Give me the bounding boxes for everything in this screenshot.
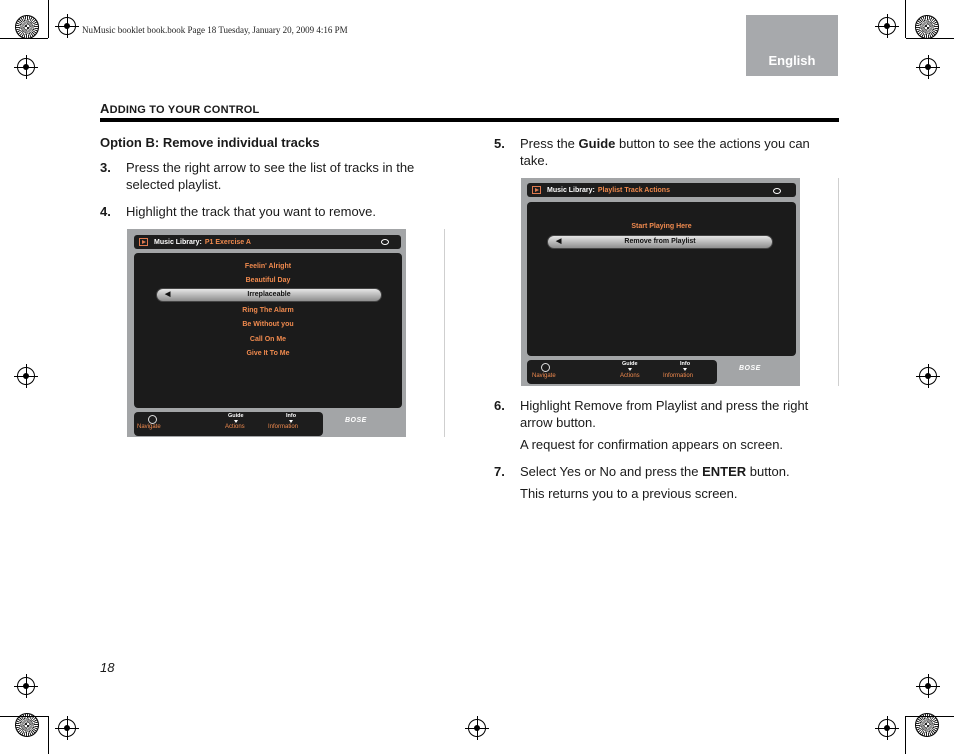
registration-mark-top-right (878, 17, 896, 35)
step-text-line: selected playlist. (126, 177, 222, 192)
actions-label: Actions (225, 424, 245, 430)
figure-divider (838, 178, 839, 386)
registration-mark-bottom-left (58, 719, 76, 737)
section-rule (100, 118, 839, 122)
registration-mark-bottom-right (878, 719, 896, 737)
track-item[interactable]: Give It To Me (246, 350, 290, 357)
track-item[interactable]: Be Without you (242, 321, 294, 328)
print-header: NuMusic booklet book.book Page 18 Tuesday, January 20, 2009 4:16 PM (82, 25, 348, 35)
step-number: 4. (100, 204, 111, 219)
screen-title-playlist: P1 Exercise A (204, 238, 251, 246)
play-icon (139, 238, 148, 246)
loop-icon (773, 188, 781, 194)
crop-line (48, 0, 49, 38)
bose-logo: BOSE (345, 417, 367, 424)
action-item[interactable]: Start Playing Here (631, 223, 692, 230)
actions-panel (527, 202, 796, 356)
action-item-selected[interactable] (547, 235, 773, 249)
screen-title-actions: Playlist Track Actions (597, 186, 670, 194)
print-registration-star-top-right (915, 15, 939, 39)
info-label: Info (286, 413, 297, 419)
loop-icon (381, 239, 389, 245)
information-label: Information (663, 373, 694, 379)
language-tab-label: English (768, 53, 816, 68)
step-text-part: Select Yes or No and press the (520, 464, 703, 479)
step-text-line: Highlight Remove from Playlist and press the right (520, 398, 809, 413)
crop-line (905, 0, 906, 38)
guide-label: Guide (622, 361, 638, 367)
step-4 (100, 203, 460, 220)
figure-divider (444, 229, 445, 437)
screen-title-bar (527, 183, 796, 197)
step-number: 7. (494, 464, 505, 479)
step-3 (100, 159, 460, 193)
registration-mark-right-middle (919, 367, 937, 385)
track-list-panel (134, 253, 402, 408)
step-5 (494, 135, 839, 169)
left-arrow-icon: ◀ (556, 238, 562, 245)
registration-mark-left-top (17, 58, 35, 76)
screen-title-prefix: Music Library: (154, 238, 202, 246)
music-library-screen (127, 229, 406, 437)
step-6 (494, 397, 839, 431)
track-item[interactable]: Call On Me (249, 336, 287, 343)
navigate-icon (148, 415, 157, 424)
crop-line (906, 716, 954, 717)
guide-arrow-icon (234, 420, 238, 423)
step-text-part: button. (746, 464, 790, 479)
info-arrow-icon (683, 368, 687, 371)
playlist-track-actions-screen (521, 178, 800, 386)
registration-mark-bottom-center (468, 719, 486, 737)
step-number: 6. (494, 398, 505, 413)
bose-logo: BOSE (739, 365, 761, 372)
crop-line (906, 38, 954, 39)
step-text (126, 159, 456, 193)
registration-mark-top-left (58, 17, 76, 35)
actions-label: Actions (620, 373, 640, 379)
guide-arrow-icon (628, 368, 632, 371)
section-title-initial: A (100, 101, 110, 116)
crop-line (48, 716, 49, 754)
registration-mark-right-bottom (919, 677, 937, 695)
section-title-rest: DDING TO YOUR CONTROL (109, 104, 260, 116)
screen-title-bar (134, 235, 401, 249)
track-item[interactable]: Beautiful Day (245, 277, 291, 284)
navigate-label: Navigate (137, 424, 161, 430)
navigate-icon (541, 363, 550, 372)
guide-keyword: Guide (578, 136, 616, 151)
track-item[interactable]: Feelin' Alright (244, 263, 292, 270)
left-arrow-icon: ◀ (165, 291, 171, 298)
step-text-line: Press the right arrow to see the list of tracks in the (126, 160, 415, 175)
track-item[interactable]: Ring The Alarm (242, 307, 294, 314)
registration-mark-left-middle (17, 367, 35, 385)
enter-keyword: ENTER (702, 464, 747, 479)
section-title (100, 101, 259, 116)
registration-mark-left-bottom (17, 677, 35, 695)
language-tab (746, 15, 838, 76)
subhead: Option B: Remove individual tracks (100, 135, 320, 150)
print-registration-star-top-left (15, 15, 39, 39)
step-text-part: button to see the actions you can (615, 136, 810, 151)
page-number: 18 (100, 660, 115, 675)
registration-mark-right-top (919, 58, 937, 76)
step-text: Highlight the track that you want to remove. (126, 204, 377, 219)
guide-label: Guide (228, 413, 244, 419)
step-text (520, 397, 840, 431)
step-text-line: arrow button. (520, 415, 596, 430)
step-text (520, 463, 840, 480)
screen-bottom-bar (527, 360, 717, 384)
step-number: 5. (494, 136, 505, 151)
step-number: 3. (100, 160, 111, 175)
crop-line (0, 716, 48, 717)
track-item-selected[interactable] (156, 288, 382, 302)
selected-track-label: Irreplaceable (247, 291, 291, 298)
step-7-note: This returns you to a previous screen. (520, 486, 738, 501)
info-arrow-icon (289, 420, 293, 423)
crop-line (905, 716, 906, 754)
crop-line (0, 38, 48, 39)
navigate-label: Navigate (532, 373, 556, 379)
step-text (520, 135, 840, 169)
screen-title-prefix: Music Library: (547, 186, 595, 194)
info-label: Info (680, 361, 691, 367)
step-7 (494, 463, 839, 480)
play-icon (532, 186, 541, 194)
selected-action-label: Remove from Playlist (624, 238, 696, 245)
screen-bottom-bar (134, 412, 323, 436)
step-text-line: take. (520, 153, 549, 168)
information-label: Information (268, 424, 299, 430)
step-text-part: Press the (520, 136, 579, 151)
step-6-note: A request for confirmation appears on screen. (520, 437, 784, 452)
